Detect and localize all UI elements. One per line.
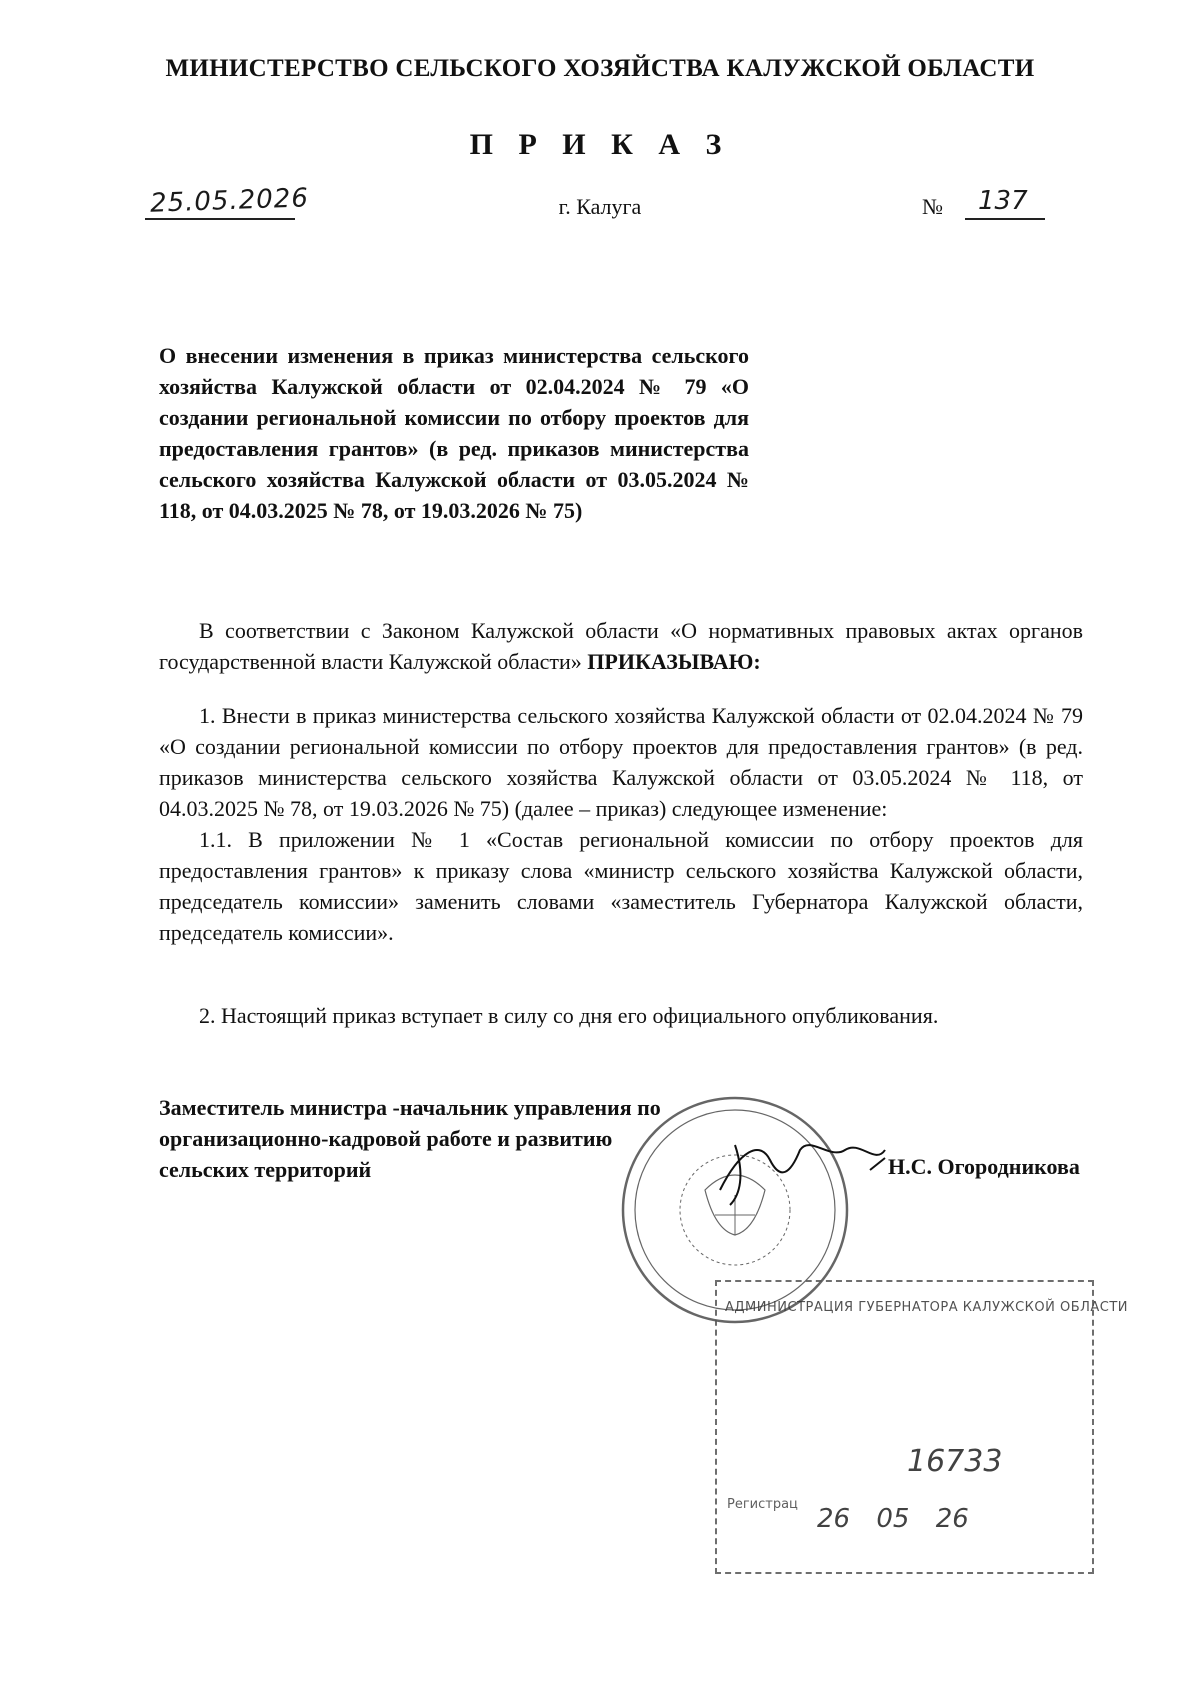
order-word: ПРИКАЗЫВАЮ: [587,649,761,674]
preamble-text: В соответствии с Законом Калужской области «О нормативных правовых актах органов государственной власти Калужской области» [159,618,1083,674]
order-date: 25.05.2026 [149,183,310,219]
registration-number: 16733 [907,1444,1003,1479]
order-item-2-wrap [159,1000,1083,1031]
order-number: 137 [978,186,1028,216]
preamble [159,615,1083,677]
meta-row [0,183,1200,232]
order-item-1: 1. Внести в приказ министерства сельского хозяйства Калужской области от 02.04.2024 № 79 «О создании региональной комиссии по отбору проектов для предоставления грантов» (в ред. приказов министерства сельского хозяйства Калужской области от 03.05.2024 № 118, от 04.03.2025 № 78, от 19.03.2026 № 75) (далее – приказ) следующее изменение: [159,703,1083,821]
document-type-title: П Р И К А З [469,128,731,161]
signer-name: Н.С. Огородникова [888,1154,1080,1179]
order-item-2: 2. Настоящий приказ вступает в силу со дня его официального опубликования. [199,1003,939,1028]
number-label: № [922,194,943,219]
order-items [159,700,1083,948]
handwritten-signature [720,1145,885,1205]
registration-stamp-title: АДМИНИСТРАЦИЯ ГУБЕРНАТОРА КАЛУЖСКОЙ ОБЛАСТИ [725,1300,1129,1315]
city: г. Калуга [558,194,642,219]
registration-stamp [715,1280,1129,1574]
signer-position: Заместитель министра -начальник управления по организационно-кадровой работе и развитию сельских территорий [159,1095,661,1182]
order-item-1-1: 1.1. В приложении № 1 «Состав региональной комиссии по отбору проектов для предоставления грантов» к приказу слова «министр сельского хозяйства Калужской области, председатель комиссии» заменить словами «заместитель Губернатора Калужской области, председатель комиссии». [159,827,1083,945]
order-subject: О внесении изменения в приказ министерства сельского хозяйства Калужской области от 02.04.2024 № 79 «О создании региональной комиссии по отбору проектов для предоставления грантов» (в ред. приказов министерства сельского хозяйства Калужской области от 03.05.2024 № 118, от 04.03.2025 № 78, от 19.03.2026 № 75) [159,343,749,523]
registration-date: 26 05 26 [817,1504,969,1534]
registration-label: Регистрац [727,1497,798,1512]
number-underline [965,218,1045,220]
ministry-header: МИНИСТЕРСТВО СЕЛЬСКОГО ХОЗЯЙСТВА КАЛУЖСКОЙ ОБЛАСТИ [165,55,1035,82]
